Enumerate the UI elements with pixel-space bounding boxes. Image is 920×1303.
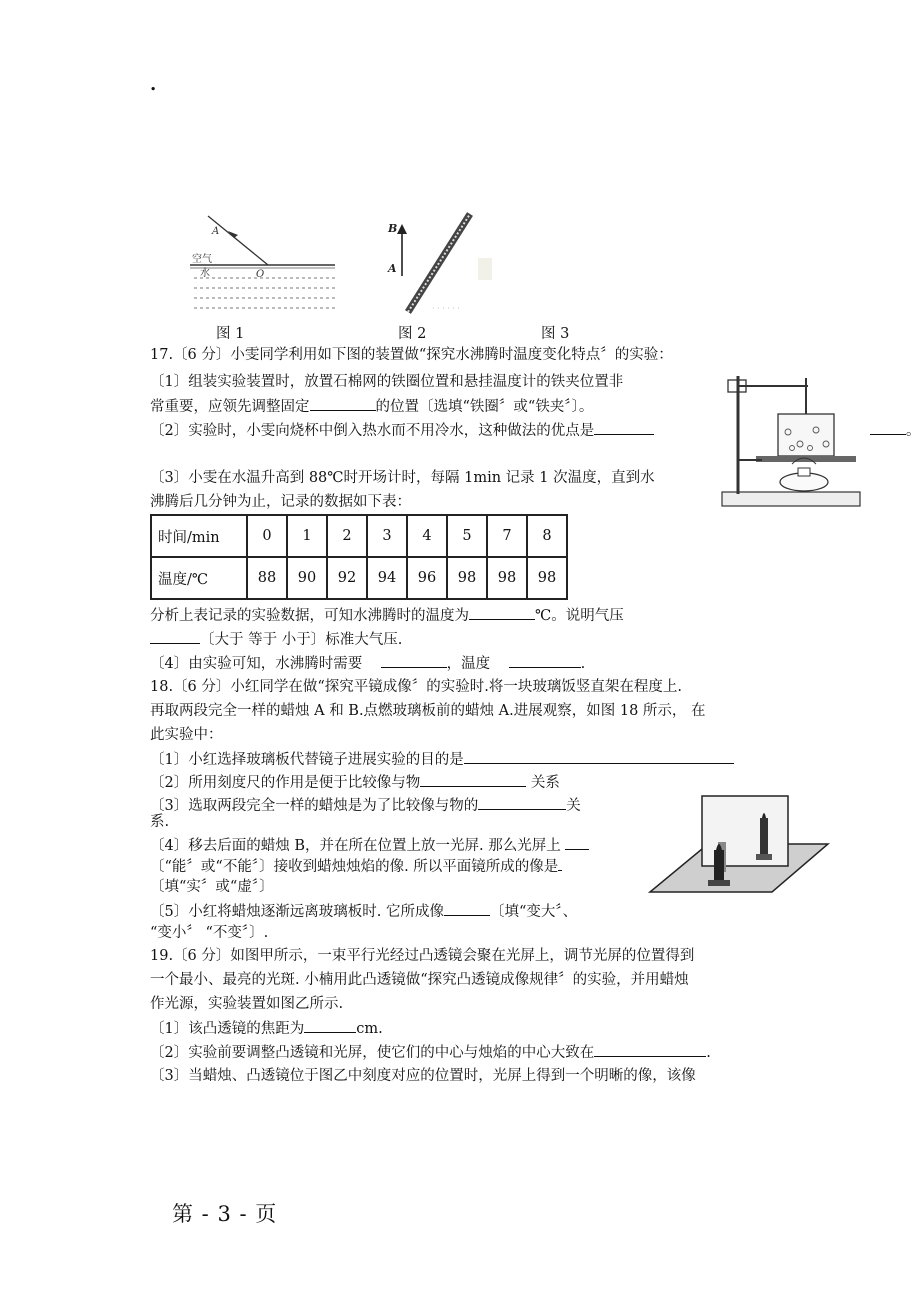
water-hatching (194, 278, 335, 308)
q19-part1-text-a: 〔1〕该凸透镜的焦距为 (150, 1021, 305, 1037)
q17-part3-line1: 〔3〕小雯在水温升高到 88℃时开场计时，每隔 1min 记录 1 次温度，直到水 (150, 470, 655, 486)
q17-part1-text-a: 常重要，应领先调整固定 (150, 399, 310, 415)
temp-cell: 98 (527, 557, 567, 599)
q18-part5 (150, 900, 577, 923)
q19-part1-text-b: cm. (356, 1021, 383, 1037)
q17-part4-text-b: ，温度 (446, 656, 491, 672)
q17-part4-text-a: 〔4〕由实验可知，水沸腾时需要 (150, 656, 363, 672)
q19-part3: 〔3〕当蜡烛、凸透镜位于图乙中刻度对应的位置时，光屏上得到一个明晰的像，该像 (150, 1068, 696, 1084)
fig2-label-a: A (388, 262, 397, 275)
figure-1-caption: 图 1 (216, 326, 245, 342)
q18-title-line2: 再取两段完全一样的蜡烛 A 和 B.点燃玻璃板前的蜡烛 A.进展观察，如图 18 所示， 在 (150, 703, 706, 719)
q17-part1-blank[interactable] (310, 395, 376, 411)
q18-part4-text-line2: 〔“能〞或“不能〞〕接收到蜡烛烛焰的像. 所以平面镜所成的像是 (150, 859, 559, 875)
q18-part3-text-a: 〔3〕选取两段完全一样的蜡烛是为了比较像与物的 (150, 798, 479, 814)
q17-analysis (150, 604, 624, 627)
time-cell: 0 (247, 515, 287, 557)
table-header-temperature: 温度/℃ (151, 557, 247, 599)
lamp-neck (798, 468, 810, 476)
incident-ray (208, 216, 268, 265)
table-header-time: 时间/min (151, 515, 247, 557)
q17-part4-blank-1[interactable] (381, 652, 447, 668)
q17-part2 (150, 419, 654, 442)
candle-a-holder (708, 880, 730, 886)
temp-cell: 94 (367, 557, 407, 599)
q17-part1-line2 (150, 395, 593, 418)
q19-part2-blank[interactable] (594, 1041, 706, 1057)
fig1-label-o: O (256, 269, 265, 280)
q17-part2-blank-2[interactable] (870, 419, 906, 435)
temp-cell: 98 (447, 557, 487, 599)
fig1-label-water: 水 (200, 268, 210, 279)
q18-part4-line3: 〔填“实〞或“虚〞〕 (150, 879, 274, 895)
time-cell: 7 (487, 515, 527, 557)
q18-part4-blank-1[interactable] (565, 834, 589, 850)
q17-part4-end: . (580, 656, 586, 672)
time-cell: 1 (287, 515, 327, 557)
q19-part1-blank[interactable] (304, 1017, 356, 1033)
q18-part3-blank[interactable] (478, 794, 566, 810)
q18-part3-text-b: 关 (566, 798, 581, 814)
q18-part4-text-line1: 〔4〕移去后面的蜡烛 B，并在所在位置上放一光屏. 那么光屏上 (150, 838, 561, 854)
q18-part1 (150, 748, 734, 771)
time-cell: 2 (327, 515, 367, 557)
fig1-label-a: A (212, 226, 220, 237)
q18-part1-blank[interactable] (464, 748, 734, 764)
q18-part3 (150, 794, 581, 817)
q17-part1-text-b: 的位置〔选填“铁圈〞或“铁夹〞〕。 (375, 399, 594, 415)
q18-part4-line2 (150, 855, 562, 878)
q17-part1-line1: 〔1〕组装实验装置时，放置石棉网的铁圈位置和悬挂温度计的铁夹位置非 (150, 374, 624, 390)
temp-cell: 92 (327, 557, 367, 599)
candle-a (714, 850, 724, 882)
q17-part2-end-mark: 。 (906, 423, 920, 439)
temp-cell: 96 (407, 557, 447, 599)
q17-part2-end (870, 419, 920, 442)
asbestos-gauze (756, 456, 856, 462)
time-cell: 3 (367, 515, 407, 557)
q17-pressure-blank[interactable] (150, 628, 200, 644)
q19-title-line3: 作光源，实验装置如图乙所示. (150, 996, 344, 1012)
q18-part2-blank[interactable] (420, 771, 526, 787)
figure-3-placeholder (478, 258, 492, 280)
q17-title: 17.〔6 分〕小雯同学利用如下图的装置做“探究水沸腾时温度变化特点〞的实验： (150, 347, 673, 363)
q17-analysis-blank[interactable] (469, 604, 535, 620)
q19-title-line2: 一个最小、最亮的光斑. 小楠用此凸透镜做“探究凸透镜成像规律〞的实验，并用蜡烛 (150, 972, 689, 988)
candle-b (760, 818, 768, 858)
plane-mirror-experiment-figure (648, 792, 830, 902)
fig2-label-b: B (388, 222, 398, 235)
figure-2-caption: 图 2 (398, 326, 427, 342)
table-row-time (151, 515, 567, 557)
q19-part2 (150, 1041, 711, 1064)
q17-analysis-text-line2: 〔大于 等于 小于〕标准大气压. (200, 632, 403, 648)
boiling-apparatus-figure (716, 374, 866, 510)
q18-part2-text-a: 〔2〕所用刻度尺的作用是便于比较像与物 (150, 775, 421, 791)
q18-part1-text: 〔1〕小红选择玻璃板代替镜子进展实验的目的是 (150, 752, 464, 768)
temperature-data-table (150, 514, 568, 600)
q17-analysis-text-a: 分析上表记录的实验数据，可知水沸腾时的温度为 (150, 608, 469, 624)
q18-part2 (150, 771, 560, 794)
q18-part3-line2: 系. (150, 814, 170, 830)
fig1-label-air: 空气 (192, 254, 212, 265)
header-dot: . (150, 74, 157, 95)
q17-part2-text: 〔2〕实验时，小雯向烧杯中倒入热水而不用冷水，这种做法的优点是 (150, 423, 595, 439)
time-cell: 4 (407, 515, 447, 557)
figure-3-caption: 图 3 (541, 326, 570, 342)
q18-title-line1: 18.〔6 分〕小红同学在做“探究平镜成像〞的实验时.将一块玻璃饭竖直架在程度上. (150, 679, 683, 695)
q19-part2-text: 〔2〕实验前要调整凸透镜和光屏，使它们的中心与烛焰的中心大致在 (150, 1045, 595, 1061)
object-arrow-icon (397, 224, 407, 234)
q17-part3-line2: 沸腾后几分钟为止，记录的数据如下表： (150, 494, 411, 510)
q17-analysis-line2 (150, 628, 402, 651)
temp-cell: 98 (487, 557, 527, 599)
q18-part5-text-b: 〔填“变大〞、 (489, 904, 578, 920)
q18-part2-text-b: 关系 (530, 775, 560, 791)
stand-base (722, 492, 860, 506)
watermark-text: · · · · · · (432, 304, 460, 313)
q19-title-line1: 19.〔6 分〕如图甲所示，一束平行光经过凸透镜会聚在光屏上，调节光屏的位置得到 (150, 948, 695, 964)
q18-title-line3: 此实验中： (150, 727, 223, 743)
temp-cell: 90 (287, 557, 327, 599)
q17-analysis-text-b: ℃。说明气压 (535, 608, 624, 624)
q18-part5-blank[interactable] (444, 900, 490, 916)
q19-part1 (150, 1017, 383, 1040)
page-footer: 第 - 3 - 页 (172, 1202, 278, 1226)
candle-b-holder (756, 854, 772, 860)
time-cell: 5 (447, 515, 487, 557)
q17-part4 (150, 652, 585, 675)
q17-part4-blank-2[interactable] (509, 652, 581, 668)
table-row-temperature (151, 557, 567, 599)
q18-part4-blank-2[interactable] (558, 855, 562, 871)
q18-part5-line2: “变小〞 “不变〞〕. (150, 925, 269, 941)
q17-part2-blank[interactable] (594, 419, 654, 435)
q18-part4-line1 (150, 834, 589, 857)
q19-part2-end: . (706, 1045, 711, 1061)
time-cell: 8 (527, 515, 567, 557)
q18-part5-text-a: 〔5〕小红将蜡烛逐渐远离玻璃板时. 它所成像 (150, 904, 444, 920)
figure-1-refraction-diagram (190, 212, 340, 316)
temp-cell: 88 (247, 557, 287, 599)
